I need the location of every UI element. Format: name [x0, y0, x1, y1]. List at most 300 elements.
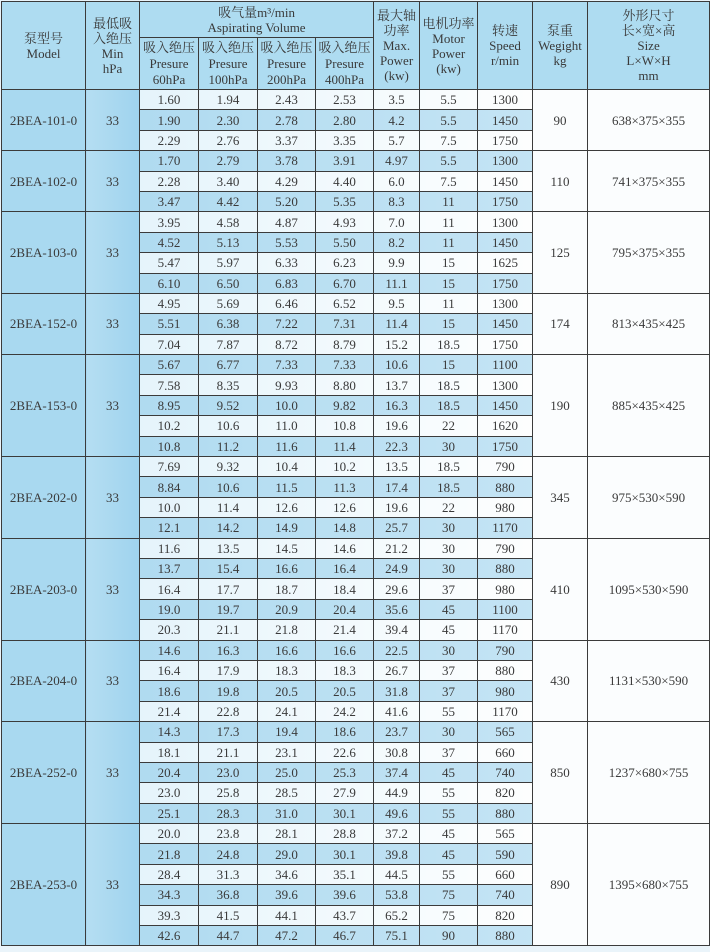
header-size: [588, 2, 710, 90]
motor-power: 18.5: [420, 334, 478, 354]
volume-200hpa: 28.5: [258, 783, 316, 803]
volume-100hpa: 21.1: [199, 620, 258, 640]
motor-power: 15: [420, 314, 478, 334]
volume-60hpa: 7.69: [140, 457, 199, 477]
volume-60hpa: 20.0: [140, 824, 199, 844]
model-name: 2BEA-102-0: [2, 151, 86, 212]
model-name: 2BEA-252-0: [2, 722, 86, 824]
speed: 1750: [478, 273, 533, 293]
header-pressure-200: [258, 38, 316, 90]
header-pressure-400-en2: 400hPa: [325, 71, 365, 87]
max-power: 8.2: [374, 232, 420, 252]
header-pressure-60: [140, 38, 199, 90]
volume-60hpa: 14.6: [140, 640, 199, 660]
volume-100hpa: 14.2: [199, 518, 258, 538]
volume-200hpa: 11.0: [258, 416, 316, 436]
min-pressure: 33: [86, 538, 140, 640]
motor-power: 75: [420, 905, 478, 925]
header-aspirating-volume-en: Aspirating Volume: [207, 19, 306, 35]
volume-100hpa: 6.77: [199, 355, 258, 375]
speed: 1170: [478, 620, 533, 640]
pump-size: 741×375×355: [588, 151, 710, 212]
table-row: [2, 538, 710, 558]
volume-100hpa: 8.35: [199, 375, 258, 395]
volume-100hpa: 23.8: [199, 824, 258, 844]
speed: 1300: [478, 375, 533, 395]
max-power: 5.7: [374, 130, 420, 150]
pump-weight: 410: [533, 538, 588, 640]
header-pressure-60-en1: Presure: [149, 55, 189, 71]
volume-60hpa: 1.60: [140, 90, 199, 110]
volume-60hpa: 3.47: [140, 191, 199, 211]
max-power: 22.5: [374, 640, 420, 660]
table-body: [2, 90, 710, 946]
pump-spec-table: [1, 1, 710, 946]
motor-power: 30: [420, 436, 478, 456]
volume-60hpa: 10.0: [140, 497, 199, 517]
speed: 660: [478, 742, 533, 762]
volume-400hpa: 39.6: [316, 885, 374, 905]
speed: 1750: [478, 191, 533, 211]
motor-power: 7.5: [420, 171, 478, 191]
volume-400hpa: 9.82: [316, 395, 374, 415]
header-size-en3: mm: [638, 68, 659, 83]
volume-100hpa: 22.8: [199, 701, 258, 721]
max-power: 13.7: [374, 375, 420, 395]
table-row: [2, 640, 710, 660]
motor-power: 11: [420, 212, 478, 232]
volume-100hpa: 24.8: [199, 844, 258, 864]
volume-400hpa: 4.40: [316, 171, 374, 191]
pump-weight: 430: [533, 640, 588, 722]
motor-power: 30: [420, 518, 478, 538]
volume-200hpa: 23.1: [258, 742, 316, 762]
header-speed: [478, 2, 533, 90]
volume-200hpa: 6.83: [258, 273, 316, 293]
volume-60hpa: 5.67: [140, 355, 199, 375]
speed: 1450: [478, 395, 533, 415]
volume-400hpa: 6.23: [316, 253, 374, 273]
volume-100hpa: 17.9: [199, 660, 258, 680]
volume-60hpa: 5.47: [140, 253, 199, 273]
max-power: 39.4: [374, 620, 420, 640]
max-power: 19.6: [374, 497, 420, 517]
volume-400hpa: 11.3: [316, 477, 374, 497]
motor-power: 15: [420, 355, 478, 375]
header-min-pressure-cn2: 入绝压: [92, 30, 132, 46]
pump-weight: 90: [533, 90, 588, 151]
volume-200hpa: 4.29: [258, 171, 316, 191]
pump-size: 1237×680×755: [588, 722, 710, 824]
volume-200hpa: 2.43: [258, 90, 316, 110]
min-pressure: 33: [86, 722, 140, 824]
max-power: 3.5: [374, 90, 420, 110]
max-power: 41.6: [374, 701, 420, 721]
max-power: 65.2: [374, 905, 420, 925]
speed: 980: [478, 579, 533, 599]
motor-power: 37: [420, 579, 478, 599]
volume-60hpa: 21.4: [140, 701, 199, 721]
volume-400hpa: 3.35: [316, 130, 374, 150]
motor-power: 30: [420, 722, 478, 742]
speed: 1100: [478, 599, 533, 619]
max-power: 29.6: [374, 579, 420, 599]
max-power: 49.6: [374, 803, 420, 823]
volume-100hpa: 41.5: [199, 905, 258, 925]
volume-200hpa: 10.4: [258, 457, 316, 477]
volume-100hpa: 9.32: [199, 457, 258, 477]
volume-100hpa: 21.1: [199, 742, 258, 762]
model-name: 2BEA-204-0: [2, 640, 86, 722]
speed: 1750: [478, 130, 533, 150]
header-weight-en1: Wegight: [538, 38, 582, 53]
speed: 1750: [478, 436, 533, 456]
speed: 980: [478, 497, 533, 517]
speed: 590: [478, 844, 533, 864]
speed: 1620: [478, 416, 533, 436]
volume-200hpa: 31.0: [258, 803, 316, 823]
table-row: [2, 151, 710, 171]
header-model-cn: 泵型号: [23, 30, 63, 46]
speed: 1300: [478, 212, 533, 232]
volume-60hpa: 8.95: [140, 395, 199, 415]
volume-60hpa: 1.90: [140, 110, 199, 130]
speed: 1300: [478, 151, 533, 171]
max-power: 26.7: [374, 660, 420, 680]
pump-weight: 125: [533, 212, 588, 294]
header-motor-power-en3: (kw): [436, 60, 461, 76]
max-power: 22.3: [374, 436, 420, 456]
volume-200hpa: 7.22: [258, 314, 316, 334]
volume-100hpa: 1.94: [199, 90, 258, 110]
volume-100hpa: 9.52: [199, 395, 258, 415]
volume-200hpa: 7.33: [258, 355, 316, 375]
volume-200hpa: 18.3: [258, 660, 316, 680]
header-pressure-100-en2: 100hPa: [208, 71, 248, 87]
volume-200hpa: 5.53: [258, 232, 316, 252]
volume-400hpa: 35.1: [316, 864, 374, 884]
header-weight: [533, 2, 588, 90]
header-weight-cn: 泵重: [547, 23, 574, 38]
volume-200hpa: 11.6: [258, 436, 316, 456]
header-pressure-100-cn: 吸入绝压: [201, 39, 254, 55]
volume-400hpa: 12.6: [316, 497, 374, 517]
volume-60hpa: 4.95: [140, 293, 199, 313]
speed: 820: [478, 783, 533, 803]
volume-400hpa: 18.6: [316, 722, 374, 742]
max-power: 13.5: [374, 457, 420, 477]
speed: 790: [478, 640, 533, 660]
table-row: [2, 824, 710, 844]
volume-200hpa: 47.2: [258, 926, 316, 946]
volume-200hpa: 19.4: [258, 722, 316, 742]
motor-power: 11: [420, 191, 478, 211]
header-max-power: [374, 2, 420, 90]
motor-power: 45: [420, 844, 478, 864]
header-motor-power-cn: 电机功率: [422, 15, 475, 31]
motor-power: 37: [420, 742, 478, 762]
volume-100hpa: 10.6: [199, 416, 258, 436]
volume-60hpa: 6.10: [140, 273, 199, 293]
volume-400hpa: 43.7: [316, 905, 374, 925]
volume-100hpa: 44.7: [199, 926, 258, 946]
model-name: 2BEA-203-0: [2, 538, 86, 640]
max-power: 37.4: [374, 762, 420, 782]
volume-100hpa: 23.0: [199, 762, 258, 782]
max-power: 75.1: [374, 926, 420, 946]
max-power: 4.2: [374, 110, 420, 130]
volume-400hpa: 5.35: [316, 191, 374, 211]
min-pressure: 33: [86, 151, 140, 212]
table-row: [2, 212, 710, 232]
volume-60hpa: 10.2: [140, 416, 199, 436]
header-pressure-200-en1: Presure: [267, 55, 306, 71]
motor-power: 30: [420, 538, 478, 558]
header-max-power-en2: Power: [379, 53, 414, 68]
volume-100hpa: 19.8: [199, 681, 258, 701]
max-power: 30.8: [374, 742, 420, 762]
speed: 1100: [478, 355, 533, 375]
volume-400hpa: 6.52: [316, 293, 374, 313]
speed: 1170: [478, 518, 533, 538]
speed: 880: [478, 477, 533, 497]
pump-size: 638×375×355: [588, 90, 710, 151]
speed: 980: [478, 681, 533, 701]
volume-100hpa: 36.8: [199, 885, 258, 905]
volume-200hpa: 14.5: [258, 538, 316, 558]
header-pressure-400-en1: Presure: [325, 55, 365, 71]
header-pressure-60-en2: 60hPa: [152, 71, 186, 87]
volume-200hpa: 39.6: [258, 885, 316, 905]
table-row: [2, 90, 710, 110]
volume-200hpa: 16.6: [258, 558, 316, 578]
header-motor-power-en1: Motor: [432, 30, 465, 46]
min-pressure: 33: [86, 212, 140, 294]
motor-power: 5.5: [420, 151, 478, 171]
pump-size: 1131×530×590: [588, 640, 710, 722]
max-power: 35.6: [374, 599, 420, 619]
speed: 1750: [478, 334, 533, 354]
pump-size: 1395×680×755: [588, 824, 710, 946]
model-name: 2BEA-101-0: [2, 90, 86, 151]
speed: 740: [478, 885, 533, 905]
volume-400hpa: 20.5: [316, 681, 374, 701]
pump-weight: 890: [533, 824, 588, 946]
speed: 660: [478, 864, 533, 884]
volume-200hpa: 34.6: [258, 864, 316, 884]
max-power: 8.3: [374, 191, 420, 211]
min-pressure: 33: [86, 640, 140, 722]
volume-400hpa: 28.8: [316, 824, 374, 844]
volume-200hpa: 3.78: [258, 151, 316, 171]
table-row: [2, 722, 710, 742]
motor-power: 18.5: [420, 477, 478, 497]
header-max-power-cn2: 功率: [383, 23, 410, 38]
volume-60hpa: 3.95: [140, 212, 199, 232]
volume-100hpa: 17.7: [199, 579, 258, 599]
header-size-cn1: 外形尺寸: [622, 8, 675, 23]
volume-60hpa: 23.0: [140, 783, 199, 803]
min-pressure: 33: [86, 824, 140, 946]
volume-100hpa: 19.7: [199, 599, 258, 619]
volume-100hpa: 31.3: [199, 864, 258, 884]
motor-power: 55: [420, 701, 478, 721]
motor-power: 30: [420, 640, 478, 660]
motor-power: 37: [420, 660, 478, 680]
min-pressure: 33: [86, 457, 140, 539]
pump-weight: 174: [533, 293, 588, 354]
volume-60hpa: 19.0: [140, 599, 199, 619]
volume-200hpa: 2.78: [258, 110, 316, 130]
header-weight-en2: kg: [553, 53, 567, 68]
table-header: [2, 2, 710, 90]
max-power: 11.4: [374, 314, 420, 334]
max-power: 53.8: [374, 885, 420, 905]
header-pressure-100: [199, 38, 258, 90]
motor-power: 18.5: [420, 395, 478, 415]
max-power: 9.5: [374, 293, 420, 313]
model-name: 2BEA-103-0: [2, 212, 86, 294]
volume-100hpa: 4.58: [199, 212, 258, 232]
motor-power: 55: [420, 864, 478, 884]
volume-60hpa: 12.1: [140, 518, 199, 538]
volume-200hpa: 21.8: [258, 620, 316, 640]
volume-60hpa: 1.70: [140, 151, 199, 171]
speed: 1300: [478, 90, 533, 110]
motor-power: 90: [420, 926, 478, 946]
volume-200hpa: 20.5: [258, 681, 316, 701]
volume-200hpa: 18.7: [258, 579, 316, 599]
volume-400hpa: 6.70: [316, 273, 374, 293]
volume-400hpa: 7.31: [316, 314, 374, 334]
motor-power: 11: [420, 293, 478, 313]
volume-60hpa: 18.1: [140, 742, 199, 762]
volume-100hpa: 5.69: [199, 293, 258, 313]
speed: 1450: [478, 171, 533, 191]
header-speed-cn: 转速: [492, 23, 519, 38]
volume-400hpa: 18.4: [316, 579, 374, 599]
volume-200hpa: 5.20: [258, 191, 316, 211]
volume-60hpa: 16.4: [140, 579, 199, 599]
max-power: 4.97: [374, 151, 420, 171]
volume-400hpa: 27.9: [316, 783, 374, 803]
header-pressure-100-en1: Presure: [208, 55, 248, 71]
volume-100hpa: 2.30: [199, 110, 258, 130]
max-power: 44.9: [374, 783, 420, 803]
pump-size: 813×435×425: [588, 293, 710, 354]
speed: 1625: [478, 253, 533, 273]
speed: 565: [478, 824, 533, 844]
pump-size: 975×530×590: [588, 457, 710, 539]
max-power: 6.0: [374, 171, 420, 191]
volume-100hpa: 6.50: [199, 273, 258, 293]
volume-60hpa: 25.1: [140, 803, 199, 823]
model-name: 2BEA-253-0: [2, 824, 86, 946]
max-power: 37.2: [374, 824, 420, 844]
header-min-pressure-en2: hPa: [102, 60, 123, 76]
volume-200hpa: 11.5: [258, 477, 316, 497]
header-min-pressure-cn1: 最低吸: [92, 15, 132, 31]
volume-100hpa: 11.4: [199, 497, 258, 517]
max-power: 16.3: [374, 395, 420, 415]
header-size-en2: L×W×H: [626, 53, 671, 68]
volume-400hpa: 46.7: [316, 926, 374, 946]
speed: 880: [478, 803, 533, 823]
max-power: 44.5: [374, 864, 420, 884]
header-pressure-200-cn: 吸入绝压: [260, 39, 313, 55]
volume-200hpa: 4.87: [258, 212, 316, 232]
volume-400hpa: 22.6: [316, 742, 374, 762]
volume-200hpa: 8.72: [258, 334, 316, 354]
header-pressure-60-cn: 吸入绝压: [142, 39, 195, 55]
header-size-en1: Size: [637, 38, 660, 53]
header-size-cn2: 长×宽×高: [621, 23, 676, 38]
max-power: 23.7: [374, 722, 420, 742]
motor-power: 37: [420, 681, 478, 701]
volume-200hpa: 24.1: [258, 701, 316, 721]
volume-60hpa: 13.7: [140, 558, 199, 578]
volume-60hpa: 8.84: [140, 477, 199, 497]
max-power: 25.7: [374, 518, 420, 538]
volume-200hpa: 3.37: [258, 130, 316, 150]
motor-power: 55: [420, 803, 478, 823]
pump-size: 795×375×355: [588, 212, 710, 294]
header-model: [2, 2, 86, 90]
volume-100hpa: 6.38: [199, 314, 258, 334]
max-power: 24.9: [374, 558, 420, 578]
header-speed-en1: Speed: [489, 38, 521, 53]
volume-200hpa: 25.0: [258, 762, 316, 782]
speed: 565: [478, 722, 533, 742]
volume-60hpa: 16.4: [140, 660, 199, 680]
header-min-pressure: [86, 2, 140, 90]
volume-200hpa: 10.0: [258, 395, 316, 415]
volume-400hpa: 14.8: [316, 518, 374, 538]
volume-400hpa: 25.3: [316, 762, 374, 782]
max-power: 31.8: [374, 681, 420, 701]
speed: 880: [478, 660, 533, 680]
header-speed-en2: r/min: [490, 53, 520, 68]
volume-60hpa: 10.8: [140, 436, 199, 456]
volume-400hpa: 5.50: [316, 232, 374, 252]
volume-60hpa: 42.6: [140, 926, 199, 946]
speed: 820: [478, 905, 533, 925]
volume-60hpa: 11.6: [140, 538, 199, 558]
volume-400hpa: 16.4: [316, 558, 374, 578]
motor-power: 45: [420, 824, 478, 844]
volume-400hpa: 14.6: [316, 538, 374, 558]
motor-power: 15: [420, 273, 478, 293]
volume-100hpa: 13.5: [199, 538, 258, 558]
speed: 790: [478, 538, 533, 558]
volume-60hpa: 5.51: [140, 314, 199, 334]
motor-power: 55: [420, 783, 478, 803]
speed: 880: [478, 926, 533, 946]
speed: 1170: [478, 701, 533, 721]
volume-200hpa: 29.0: [258, 844, 316, 864]
speed: 1450: [478, 314, 533, 334]
motor-power: 30: [420, 558, 478, 578]
volume-60hpa: 7.58: [140, 375, 199, 395]
motor-power: 18.5: [420, 375, 478, 395]
volume-200hpa: 20.9: [258, 599, 316, 619]
motor-power: 22: [420, 497, 478, 517]
header-max-power-en1: Max.: [383, 38, 411, 53]
model-name: 2BEA-153-0: [2, 355, 86, 457]
volume-400hpa: 18.3: [316, 660, 374, 680]
volume-400hpa: 10.2: [316, 457, 374, 477]
volume-400hpa: 2.53: [316, 90, 374, 110]
